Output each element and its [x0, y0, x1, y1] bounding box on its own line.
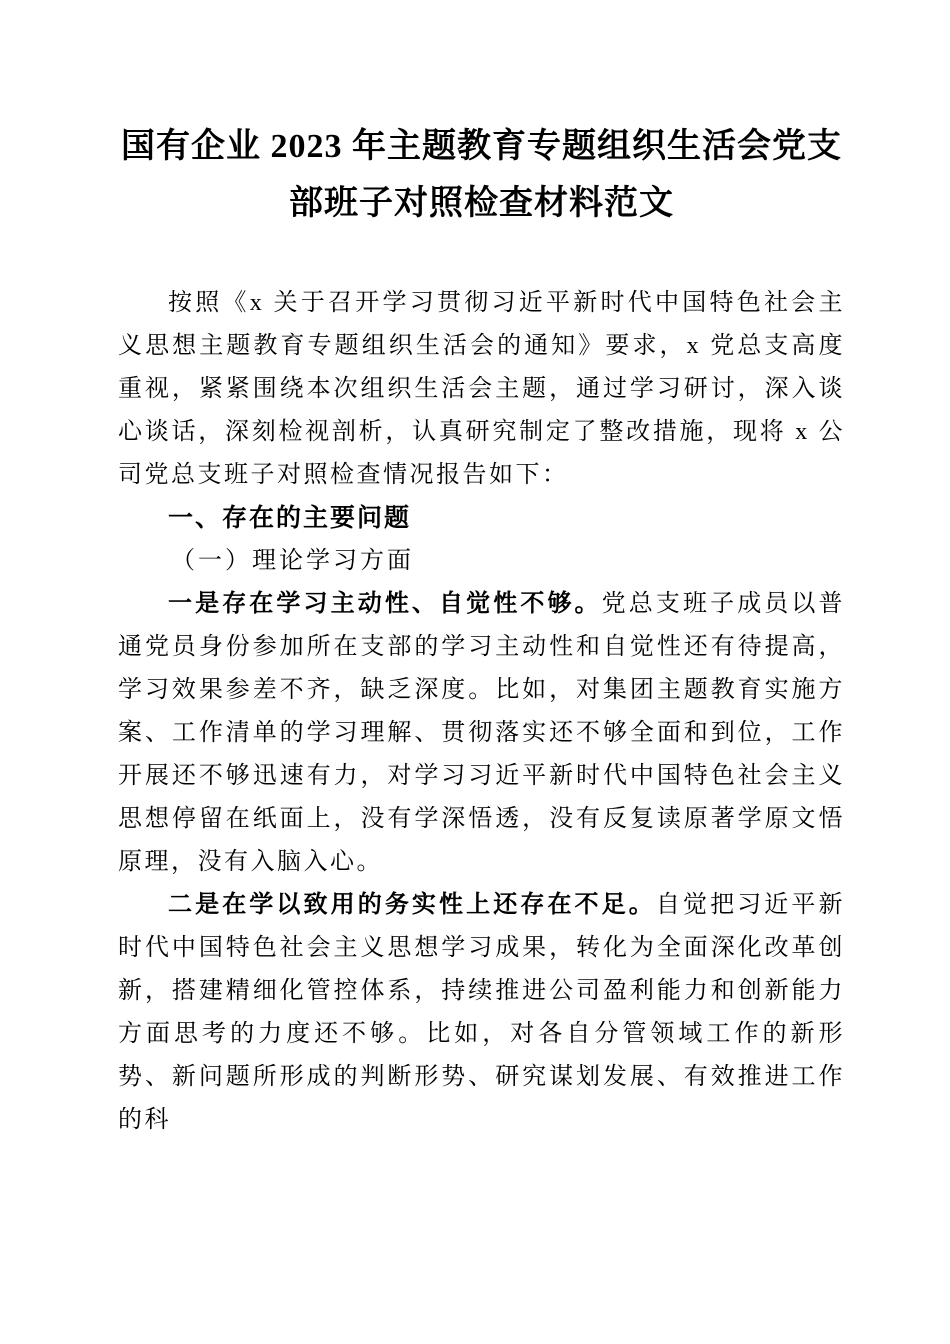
subsection-heading-theory-study: （一）理论学习方面: [171, 548, 414, 574]
paragraph-item-2: [118, 884, 845, 1142]
item-2-body-text: 自觉把习近平新时代中国特色社会主义思想学习成果，转化为全面深化改革创新，搭建精细化管控体系，持续推进公司盈利能力和创新能力方面思考的力度还不够。比如，对各自分管领域工作的新形势、新问题所形成的判断形势、研究谋划发展、有效推进工作的科: [118, 892, 845, 1133]
paragraph-intro: 按照《x 关于召开学习贯彻习近平新时代中国特色社会主义思想主题教育专题组织生活会的通知》要求，x 党总支高度重视，紧紧围绕本次组织生活会主题，通过学习研讨，深入谈心谈话，深刻检视剖析，认真研究制定了整改措施，现将 x 公司党总支班子对照检查情况报告如下：: [118, 290, 845, 488]
paragraph-item-1: [118, 583, 845, 884]
document-body: [118, 282, 845, 1142]
item-1-body-text: 党总支班子成员以普通党员身份参加所在支部的学习主动性和自觉性还有待提高，学习效果参差不齐，缺乏深度。比如，对集团主题教育实施方案、工作清单的学习理解、贯彻落实还不够全面和到位，工作开展还不够迅速有力，对学习习近平新时代中国特色社会主义思想停留在纸面上，没有学深悟透，没有反复读原著学原文悟原理，没有入脑入心。: [118, 591, 846, 875]
document-title: 国有企业 2023 年主题教育专题组织生活会党支部班子对照检查材料范文: [121, 128, 842, 222]
section-heading-main-problems: 一、存在的主要问题: [168, 504, 412, 532]
item-2-lead-sentence: 二是在学以致用的务实性上还存在不足。: [168, 892, 656, 918]
item-1-lead-sentence: 一是存在学习主动性、自觉性不够。: [168, 591, 602, 617]
